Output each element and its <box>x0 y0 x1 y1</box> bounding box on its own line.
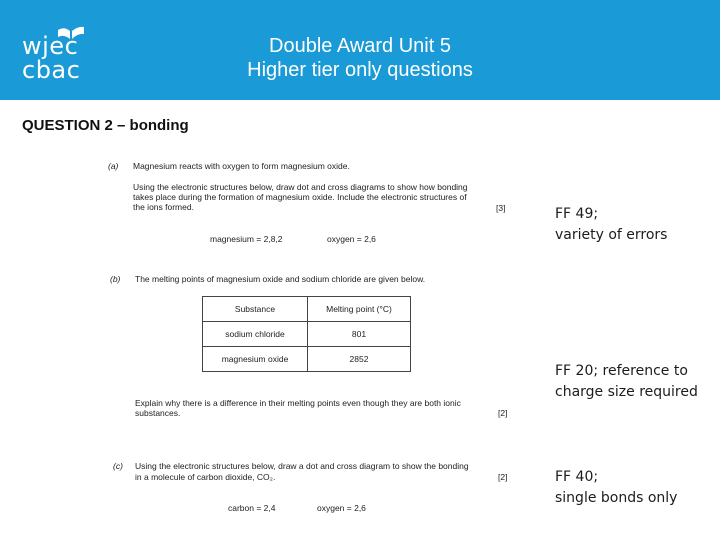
table-cell-melting-point: 801 <box>308 322 411 347</box>
logo-text-bottom: cbac <box>22 56 81 84</box>
magnesium-structure: magnesium = 2,8,2 <box>210 234 283 244</box>
question-heading: QUESTION 2 – bonding <box>22 117 189 134</box>
part-a-label: (a) <box>108 161 119 171</box>
part-c-label: (c) <box>113 461 123 471</box>
part-b-label: (b) <box>110 274 121 284</box>
table-header-substance: Substance <box>203 297 308 322</box>
comment-b-line-2: charge size required <box>555 384 698 400</box>
part-b-explain-line-1: Explain why there is a difference in their melting points even though they are both ionic <box>135 398 461 408</box>
part-b-intro: The melting points of magnesium oxide and sodium chloride are given below. <box>135 274 426 284</box>
table-cell-substance: magnesium oxide <box>203 347 308 372</box>
table-header-melting-point: Melting point (°C) <box>308 297 411 322</box>
header-banner <box>0 0 720 100</box>
comment-a-line-1: FF 49; <box>555 206 599 222</box>
part-a-line-4: the ions formed. <box>133 202 194 212</box>
part-a-intro: Magnesium reacts with oxygen to form magnesium oxide. <box>133 161 350 171</box>
carbon-structure: carbon = 2,4 <box>228 503 276 513</box>
part-a-marks: [3] <box>496 203 506 213</box>
comment-a-line-2: variety of errors <box>555 227 668 243</box>
title-line-1: Double Award Unit 5 <box>269 35 451 57</box>
part-a-line-3: takes place during the formation of magnesium oxide. Include the electronic structures of <box>133 192 467 202</box>
comment-c-line-1: FF 40; <box>555 469 599 485</box>
part-b-explain-line-2: substances. <box>135 408 181 418</box>
table-row <box>203 322 411 347</box>
comment-c-line-2: single bonds only <box>555 490 678 506</box>
comment-part-a <box>555 204 667 246</box>
part-c-marks: [2] <box>498 472 508 482</box>
page-title <box>200 34 520 82</box>
part-b-marks: [2] <box>498 408 508 418</box>
part-c-line-2: in a molecule of carbon dioxide, CO₂. <box>135 472 276 482</box>
oxygen-structure-a: oxygen = 2,6 <box>327 234 376 244</box>
oxygen-structure-c: oxygen = 2,6 <box>317 503 366 513</box>
table-cell-melting-point: 2852 <box>308 347 411 372</box>
wjec-cbac-logo <box>22 26 92 86</box>
part-c-line-1: Using the electronic structures below, draw a dot and cross diagram to show the bonding <box>135 461 469 471</box>
comment-part-c <box>555 467 677 509</box>
title-line-2: Higher tier only questions <box>247 59 473 81</box>
comment-b-line-1: FF 20; reference to <box>555 363 688 379</box>
table-row <box>203 347 411 372</box>
melting-point-table <box>202 296 411 372</box>
comment-part-b <box>555 361 698 403</box>
table-header-row <box>203 297 411 322</box>
logo-text-top: wjec <box>22 32 79 60</box>
table-cell-substance: sodium chloride <box>203 322 308 347</box>
part-a-line-2: Using the electronic structures below, draw dot and cross diagrams to show how bonding <box>133 182 468 192</box>
